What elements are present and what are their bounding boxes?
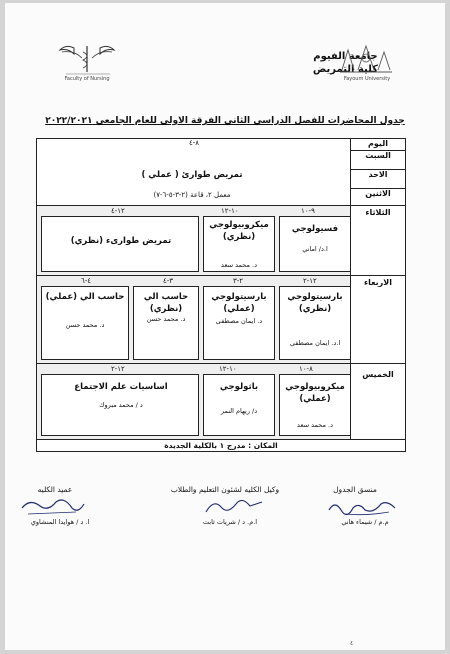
university-name: جامعة الفيوم <box>313 51 378 62</box>
tue-course-3: تمريض طوارىء (نظري) <box>70 236 172 246</box>
faculty-nursing-logo-text: Faculty of Nursing <box>64 76 110 82</box>
thu-time-2: ١٠-١٢ <box>219 365 237 373</box>
day-sunday: الاحد <box>351 170 406 189</box>
thu-professor-2: د/ ريهام النمر <box>220 407 258 415</box>
faculty-name: كلية التمريض <box>312 64 378 75</box>
tue-professor-2: د. محمد سعد <box>221 261 257 269</box>
thu-time-3: ١٢-٢ <box>111 365 125 373</box>
page-number: ٤ <box>350 640 354 647</box>
day-wednesday: الاربعاء <box>351 276 406 364</box>
wed-professor-2: د. ايمان مصطفى <box>215 317 263 325</box>
handwritten-signature-coordinator <box>325 496 405 518</box>
signature-role-vice-dean: وكيل الكليه لشئون التعليم والطلاب <box>170 485 280 494</box>
wed-slot-3 <box>133 286 199 360</box>
fayoum-university-logo-text: Fayoum University <box>343 76 391 82</box>
thu-course-1: ميكروبيولوجي (عملي) <box>285 382 345 404</box>
wed-professor-4: د. محمد حسن <box>65 321 105 329</box>
tue-course-2: ميكروبيولوجي (نظري) <box>209 220 269 242</box>
signature-name-coordinator: م.م / شيماء هاني <box>341 518 389 526</box>
sat-mon-location: معمل ٢، قاعة (٢-٣-٥-٦-٧) <box>153 191 231 199</box>
handwritten-signature-vice-dean <box>200 494 270 518</box>
tue-slot-2 <box>203 216 275 272</box>
thu-time-1: ٨-١٠ <box>299 365 313 373</box>
day-saturday: السبت <box>351 151 406 170</box>
wednesday-block <box>37 276 351 364</box>
sat-mon-time: ٨-٤ <box>189 139 200 147</box>
tue-course-1: فسيولوجي <box>291 224 339 234</box>
thursday-block <box>37 364 351 440</box>
thu-course-2: باثولوجي <box>219 382 259 392</box>
day-monday: الاثنين <box>351 189 406 206</box>
thu-professor-3: د / محمد مبروك <box>99 401 143 409</box>
wed-slot-1 <box>279 286 351 360</box>
signature-name-dean: ا. د / هوايدا المنشاوي <box>30 518 90 526</box>
tue-time-3: ١٢-٤ <box>111 207 125 215</box>
schedule-title: جدول المحاضرات للفصل الدراسي الثاني الفرقة الاولى للعام الجامعي ٢٠٢٢/٢٠٢١ <box>45 116 405 126</box>
wed-time-1: ١٢-٢ <box>303 277 317 285</box>
thu-slot-2 <box>203 374 275 436</box>
wed-course-2: بارسيتولوجي (عملي) <box>211 292 267 314</box>
tue-slot-1 <box>279 216 351 272</box>
day-thursday: الخميس <box>351 364 406 440</box>
wed-course-1: بارسيتولوجي (نظري) <box>287 292 343 314</box>
thu-slot-3 <box>41 374 199 436</box>
thu-professor-1: د. محمد سعد <box>297 421 333 429</box>
schedule-table <box>36 138 406 452</box>
wed-course-3: حاسب الي (نظري) <box>143 292 189 314</box>
tue-professor-1: ا.د/ اماني <box>302 245 328 253</box>
wed-slot-2 <box>203 286 275 360</box>
signature-name-vice-dean: ا.م. د / شريات ثابت <box>202 518 258 526</box>
wed-time-4: ٤-٦ <box>81 277 92 285</box>
wed-professor-1: ا.د. ايمان مصطفى <box>289 339 341 347</box>
day-header: اليوم <box>351 139 406 151</box>
tue-time-2: ١٠-١٢ <box>221 207 239 215</box>
tue-time-1: ٩-١٠ <box>301 207 315 215</box>
wed-professor-3: د. محمد حسن <box>146 315 186 323</box>
sat-mon-course: تمريض طوارئ ( عملي ) <box>141 170 243 180</box>
wed-time-3: ٣-٤ <box>163 277 174 285</box>
tuesday-block <box>37 206 351 276</box>
wed-slot-4 <box>41 286 129 360</box>
thu-course-3: اساسيات علم الاجتماع <box>74 382 168 392</box>
handwritten-signature-dean <box>18 494 88 518</box>
location-text: المكان : مدرج ١ بالكلية الجديدة <box>164 441 278 450</box>
wed-course-4: حاسب الي (عملي) <box>45 292 125 302</box>
signature-role-coordinator: منسق الجدول <box>333 485 377 494</box>
thu-slot-1 <box>279 374 351 436</box>
sat-mon-block <box>37 139 351 206</box>
tue-slot-3 <box>41 216 199 272</box>
wed-time-2: ٢-٣ <box>233 277 244 285</box>
signature-role-dean: عميد الكليه <box>37 485 73 494</box>
day-tuesday: الثلاثاء <box>351 206 406 276</box>
location-row <box>37 440 406 452</box>
